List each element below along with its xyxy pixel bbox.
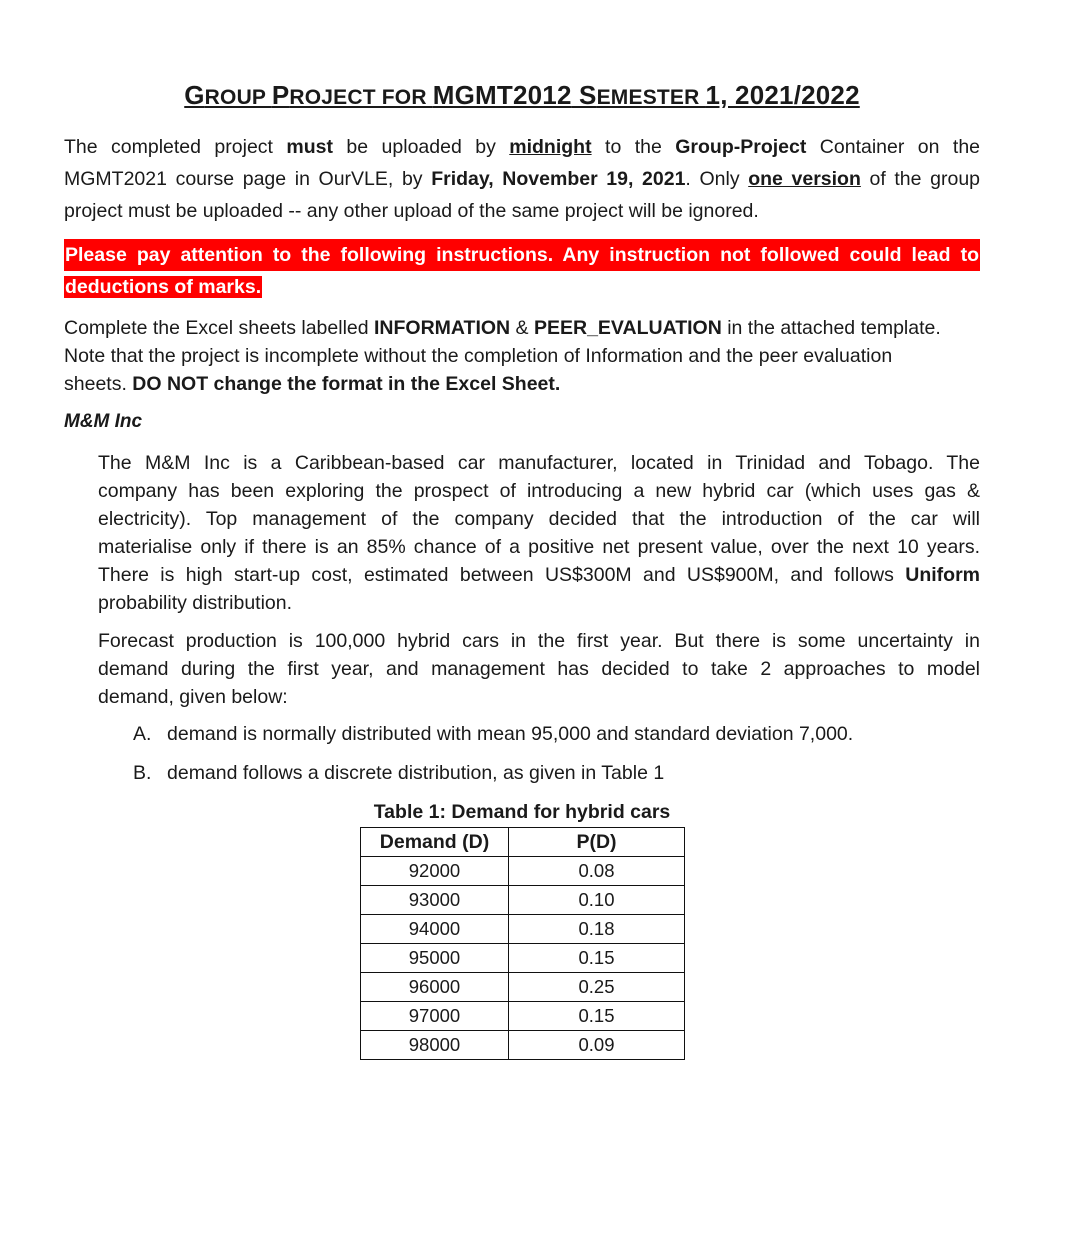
table-header-row	[361, 828, 685, 857]
demand-cell: 98000	[361, 1031, 509, 1060]
table-row	[361, 944, 685, 973]
demand-cell: 92000	[361, 857, 509, 886]
list-item: A. demand is normally distributed with mean 95,000 and standard deviation 7,000.	[133, 723, 854, 745]
table-row	[361, 1002, 685, 1031]
table-row	[361, 886, 685, 915]
page-title	[0, 80, 1044, 111]
demand-cell: 93000	[361, 886, 509, 915]
warning-line: Please pay attention to the following instructions. Any instruction not followed could lead to	[64, 239, 980, 271]
title-text: S	[571, 80, 597, 110]
table-row	[361, 1031, 685, 1060]
title-term: 1, 2021/2022	[705, 80, 860, 110]
warning-line: deductions of marks.	[65, 276, 262, 298]
warning-notice	[64, 239, 980, 303]
table-caption: Table 1: Demand for hybrid cars	[373, 801, 671, 823]
section-heading: M&M Inc	[64, 411, 143, 432]
list-item: B. demand follows a discrete distribution, as given in Table 1	[133, 762, 665, 784]
forecast-description: Forecast production is 100,000 hybrid cars in the first year. But there is some uncertainty in demand during the first year, and management has decided to take 2 approaches to model demand, given below:	[98, 630, 980, 708]
excel-instructions: Complete the Excel sheets labelled INFORMATION & PEER_EVALUATION in the attached template. Note that the project is incomplete without the completion of Information and the peer evaluation sheets. DO NOT change the format in the Excel Sheet.	[64, 317, 941, 395]
demand-cell: 97000	[361, 1002, 509, 1031]
upload-instructions: The completed project must be uploaded by midnight to the Group-Project Container on the MGMT2021 course page in OurVLE, by Friday, November 19, 2021. Only one version of the group project must be uploaded -- any other upload of the same project will be ignored.	[64, 136, 981, 222]
title-text: G	[184, 80, 205, 110]
probability-cell: 0.09	[509, 1031, 685, 1060]
title-text: ROJECT FOR	[289, 86, 433, 109]
table-row	[361, 973, 685, 1002]
title-text: ROUP	[204, 86, 272, 109]
probability-cell: 0.15	[509, 944, 685, 973]
probability-cell: 0.25	[509, 973, 685, 1002]
title-text: P	[271, 80, 290, 110]
header-demand: Demand (D)	[361, 828, 509, 857]
table-row	[361, 915, 685, 944]
company-description: The M&M Inc is a Caribbean-based car manufacturer, located in Trinidad and Tobago. The company has been exploring the prospect of introducing a new hybrid car (which uses gas & electricity). Top management of the company decided that the introduction of the car will materialise only if there is an 85% chance of a positive net present value, over the next 10 years. There is high start-up cost, estimated between US$300M and US$900M, and follows Uniform probability distribution.	[98, 452, 980, 614]
demand-table	[360, 827, 685, 1060]
demand-cell: 96000	[361, 973, 509, 1002]
probability-cell: 0.15	[509, 1002, 685, 1031]
table-row	[361, 857, 685, 886]
demand-cell: 95000	[361, 944, 509, 973]
title-text: EMESTER	[596, 86, 706, 109]
title-course: MGMT2012	[432, 80, 572, 110]
header-probability: P(D)	[509, 828, 685, 857]
probability-cell: 0.10	[509, 886, 685, 915]
probability-cell: 0.18	[509, 915, 685, 944]
demand-cell: 94000	[361, 915, 509, 944]
probability-cell: 0.08	[509, 857, 685, 886]
